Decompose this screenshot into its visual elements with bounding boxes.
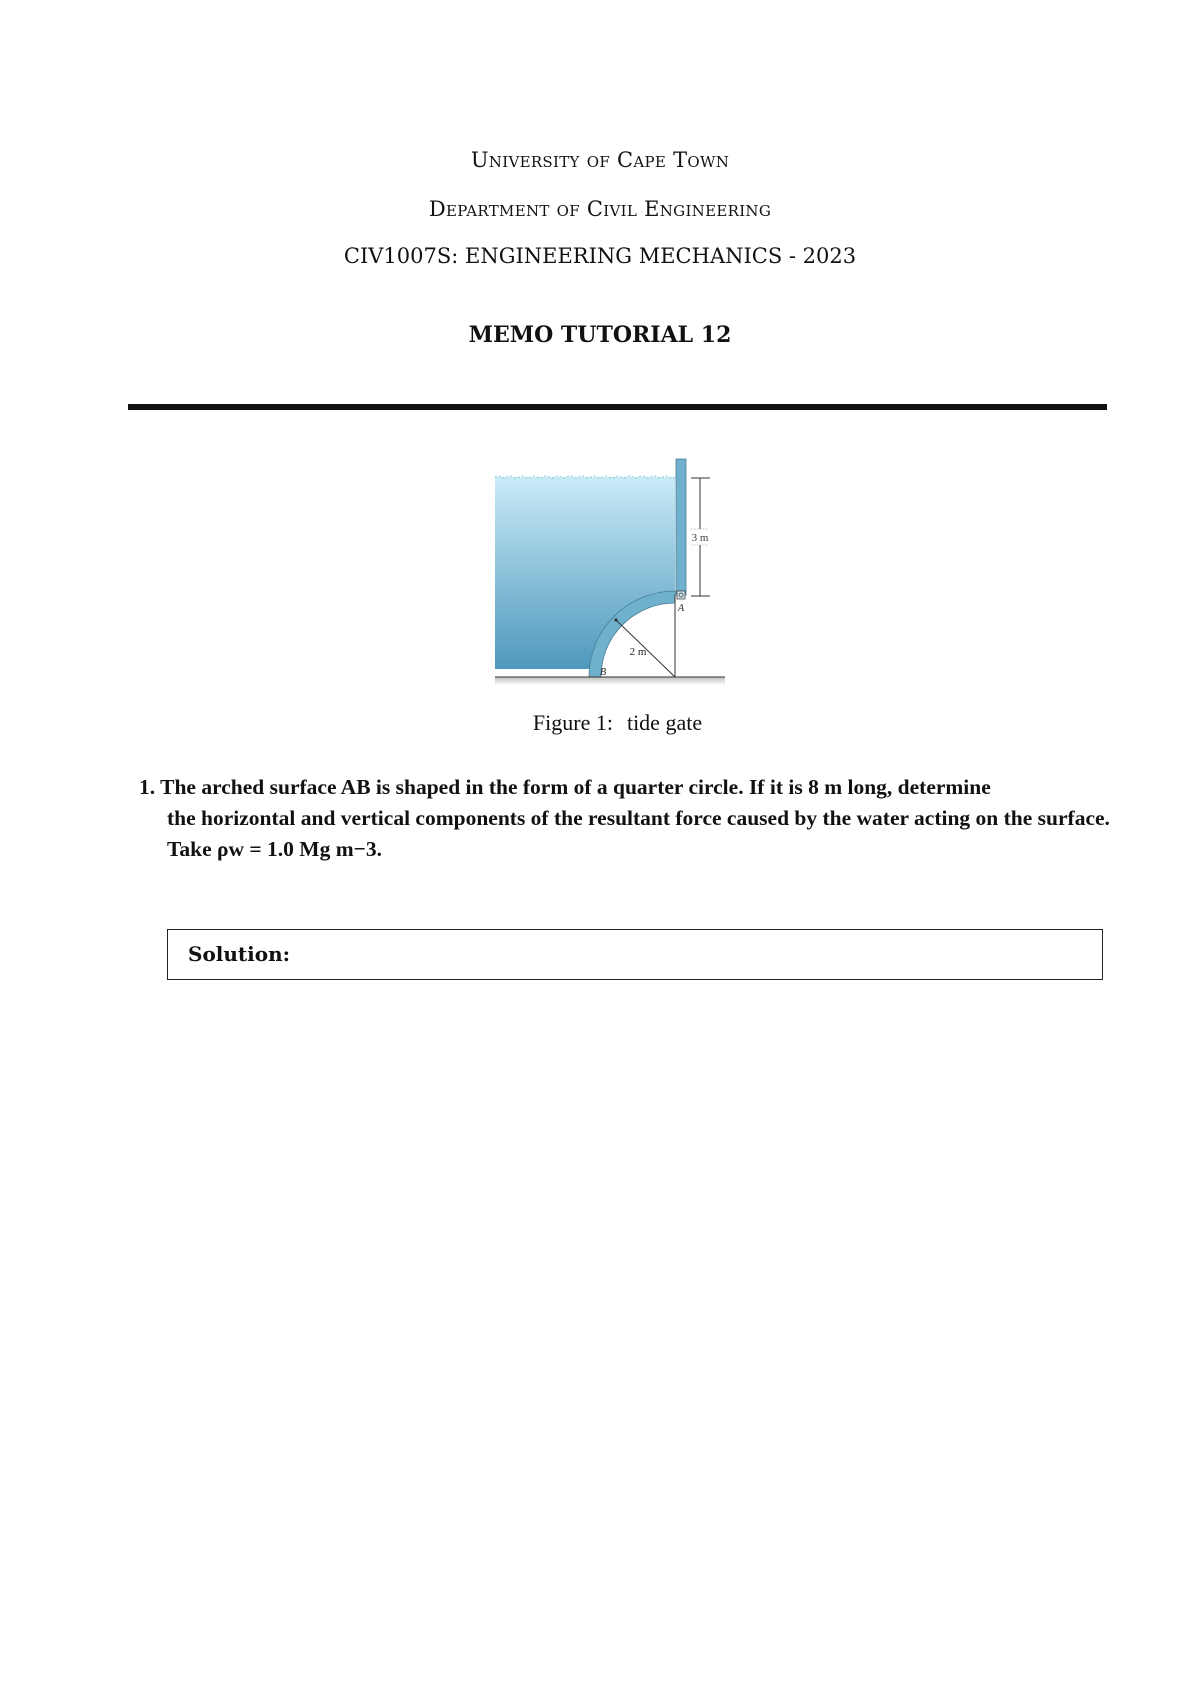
solution-label: Solution: [188, 942, 291, 966]
radius-label: 2 m [629, 646, 647, 658]
problem-number: 1. [139, 775, 156, 799]
problem-line-2: the horizontal and vertical components of the resultant force caused by the water acting on the surface. [167, 806, 1110, 830]
dim-3m-label: 3 m [691, 532, 709, 544]
caption-text: tide gate [626, 710, 703, 735]
ground [495, 677, 725, 685]
caption-number: Figure 1: [532, 710, 613, 735]
header-rule [128, 404, 1107, 410]
hinge-a [677, 591, 685, 599]
solution-box [167, 929, 1103, 980]
university-name: University of Cape Town [470, 148, 730, 172]
course-title: CIV1007S: ENGINEERING MECHANICS - 2023 [343, 244, 857, 268]
document-title: MEMO TUTORIAL 12 [468, 322, 732, 348]
radius-end-icon [614, 618, 617, 621]
point-a-label: A [678, 603, 685, 614]
problem-1 [139, 772, 1139, 865]
problem-line-1: The arched surface AB is shaped in the form of a quarter circle. If it is 8 m long, determine [160, 775, 991, 799]
problem-line-3: Take ρw = 1.0 Mg m−3. [167, 837, 382, 861]
point-b-label: B [600, 667, 607, 678]
department-name: Department of Civil Engineering [428, 197, 772, 221]
tide-gate-figure [488, 455, 728, 695]
figure-caption [0, 710, 1200, 736]
vertical-wall [676, 459, 686, 595]
